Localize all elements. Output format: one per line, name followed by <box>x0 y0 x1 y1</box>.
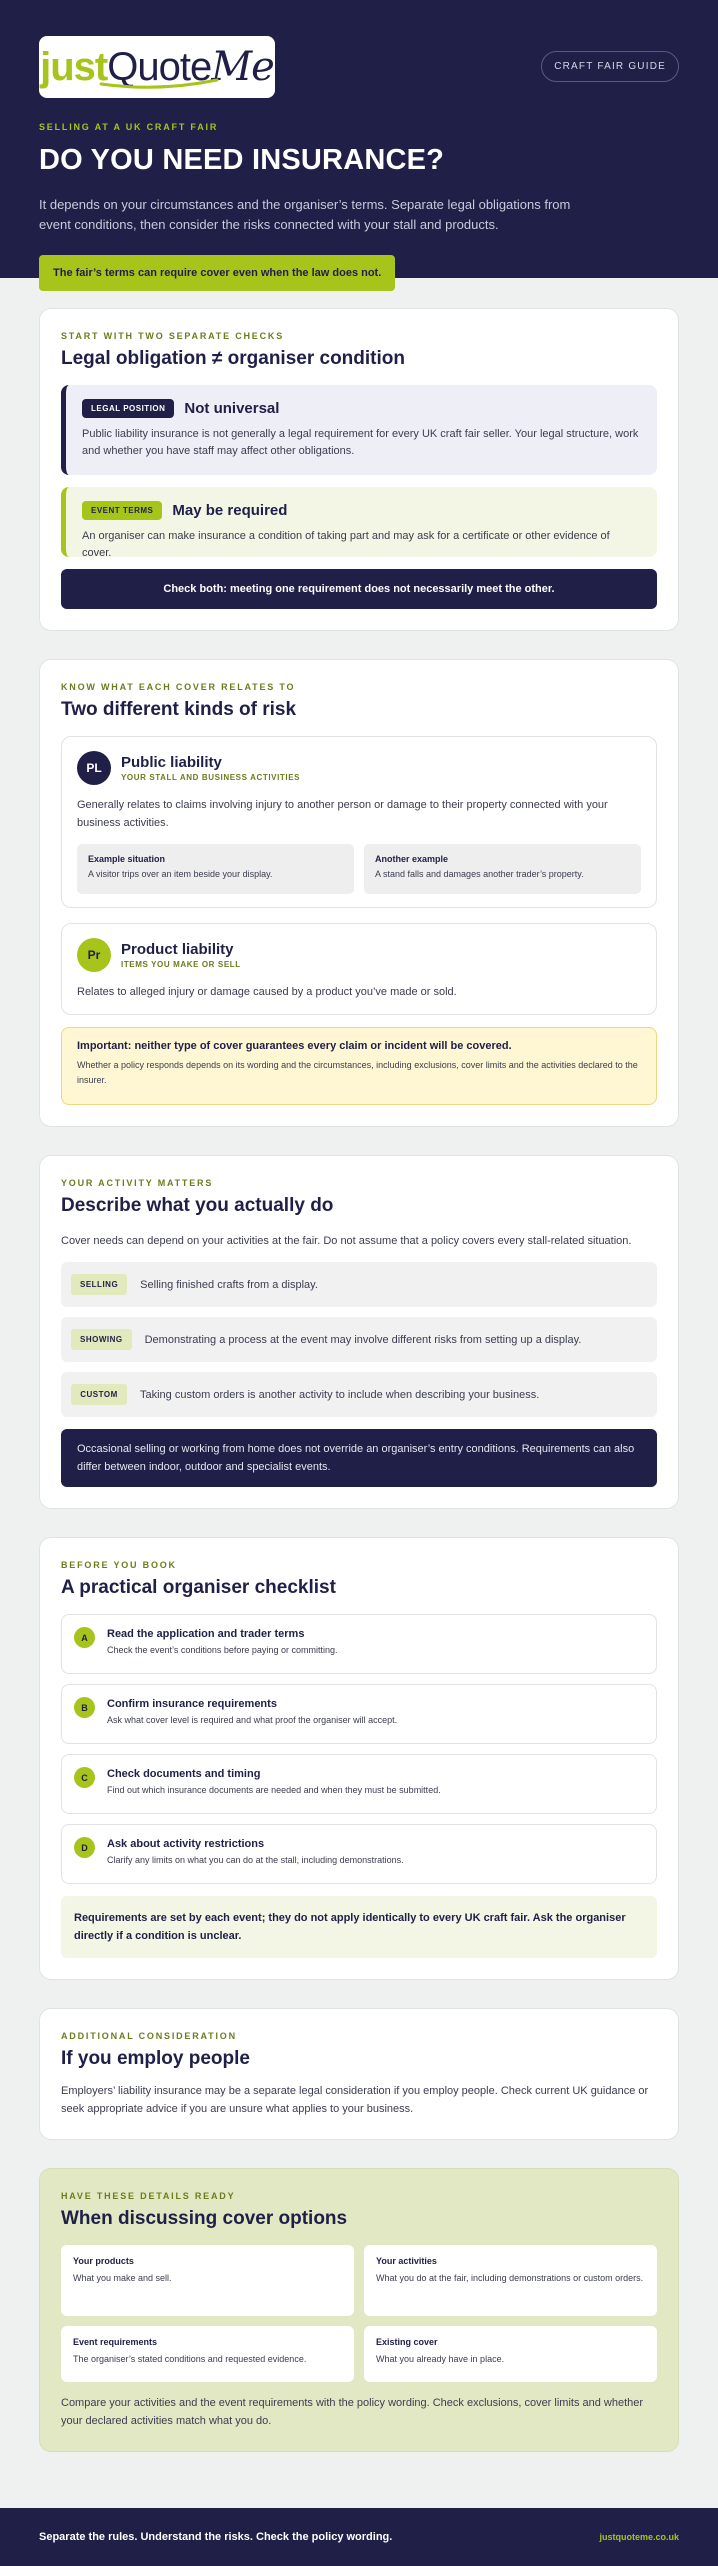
event-terms-tag: EVENT TERMS <box>82 501 162 520</box>
checklist-item-text: Clarify any limits on what you can do at the stall, including demonstrations. <box>107 1855 404 1865</box>
risks-card <box>39 659 679 1127</box>
checklist-badge: C <box>74 1767 95 1788</box>
ready-title: When discussing cover options <box>61 2208 348 2229</box>
ready-eyebrow: HAVE THESE DETAILS READY <box>61 2191 236 2201</box>
checklist-badge: D <box>74 1837 95 1858</box>
cover-warning <box>61 1027 657 1105</box>
hero-eyebrow: SELLING AT A UK CRAFT FAIR <box>39 122 219 132</box>
logo-swoosh-icon <box>99 76 219 90</box>
product-liability-subtitle: ITEMS YOU MAKE OR SELL <box>121 960 241 969</box>
example-text: A stand falls and damages another trader’s property. <box>375 869 584 879</box>
activity-text: Taking custom orders is another activity to include when describing your business. <box>140 1388 540 1401</box>
checklist-list <box>61 1614 657 1884</box>
list-item <box>61 1614 657 1674</box>
hero-header <box>0 0 718 278</box>
public-liability-subtitle: YOUR STALL AND BUSINESS ACTIVITIES <box>121 773 301 782</box>
warning-text: Whether a policy responds depends on its wording and the circumstances, including exclusions, cover limits and the activities declared to the insurer. <box>77 1060 638 1085</box>
list-item <box>61 1684 657 1744</box>
ready-item <box>364 2326 657 2382</box>
checklist-item-title: Check documents and timing <box>107 1768 261 1780</box>
list-item <box>61 1754 657 1814</box>
risks-title: Two different kinds of risk <box>61 699 297 720</box>
hero-callout: The fair’s terms can require cover even when the law does not. <box>39 255 395 291</box>
ready-item-title: Your products <box>73 2256 134 2266</box>
legal-position-tag: LEGAL POSITION <box>82 399 174 418</box>
ready-item <box>61 2326 354 2382</box>
checklist-item-title: Read the application and trader terms <box>107 1628 305 1640</box>
activity-lead: Cover needs can depend on your activities at the fair. Do not assume that a policy covers every stall-related situation. <box>61 1235 632 1247</box>
activity-text: Demonstrating a process at the event may involve different risks from setting up a display. <box>144 1333 582 1346</box>
ready-item-title: Event requirements <box>73 2337 158 2347</box>
checklist-item-title: Ask about activity restrictions <box>107 1838 265 1850</box>
example-title: Another example <box>375 854 449 864</box>
employ-eyebrow: ADDITIONAL CONSIDERATION <box>61 2031 237 2041</box>
employ-card <box>39 2008 679 2140</box>
activity-chip: CUSTOM <box>71 1384 127 1405</box>
example-title: Example situation <box>88 854 166 864</box>
page-footer <box>0 2508 718 2566</box>
employ-title: If you employ people <box>61 2048 250 2069</box>
checklist-item-text: Find out which insurance documents are needed and when they must be submitted. <box>107 1785 441 1795</box>
logo-just: just <box>40 44 108 89</box>
public-liability-text: Generally relates to claims involving injury to another person or damage to their property connected with your business activities. <box>77 799 608 829</box>
logo[interactable] <box>39 36 275 98</box>
ready-item-text: What you do at the fair, including demonstrations or custom orders. <box>376 2273 644 2283</box>
list-item <box>61 1262 657 1307</box>
example-box <box>364 844 641 894</box>
legal-position-box <box>61 385 657 475</box>
event-terms-title: May be required <box>172 502 288 519</box>
public-liability-box <box>61 736 657 908</box>
list-item <box>61 1824 657 1884</box>
activity-text: Selling finished crafts from a display. <box>140 1278 318 1291</box>
warning-title: Important: neither type of cover guarantees every claim or incident will be covered. <box>77 1040 512 1052</box>
checklist-note: Requirements are set by each event; they do not apply identically to every UK craft fair. Ask the organiser directly if a condition is unclear. <box>61 1896 657 1958</box>
activity-eyebrow: YOUR ACTIVITY MATTERS <box>61 1178 214 1188</box>
public-liability-title: Public liability <box>121 754 222 771</box>
event-terms-text: An organiser can make insurance a condition of taking part and may ask for a certificate or other evidence of cover. <box>82 530 610 559</box>
ready-item-text: What you make and sell. <box>73 2273 172 2283</box>
ready-item-text: The organiser’s stated conditions and requested evidence. <box>73 2354 307 2364</box>
ready-item <box>61 2245 354 2316</box>
checklist-badge: B <box>74 1697 95 1718</box>
page-title: DO YOU NEED INSURANCE? <box>39 144 445 176</box>
checks-eyebrow: START WITH TWO SEPARATE CHECKS <box>61 331 284 341</box>
legal-position-title: Not universal <box>184 400 280 417</box>
activity-chip: SELLING <box>71 1274 127 1295</box>
list-item <box>61 1372 657 1417</box>
activity-note: Occasional selling or working from home does not override an organiser’s entry conditions. Requirements can also differ between indoor, outdoor and specialist events. <box>61 1429 657 1487</box>
checklist-title: A practical organiser checklist <box>61 1577 336 1598</box>
ready-item-title: Your activities <box>376 2256 437 2266</box>
checklist-eyebrow: BEFORE YOU BOOK <box>61 1560 177 1570</box>
check-both-note: Check both: meeting one requirement does not necessarily meet the other. <box>61 569 657 609</box>
product-liability-text: Relates to alleged injury or damage caused by a product you’ve made or sold. <box>77 986 457 998</box>
event-terms-box <box>61 487 657 557</box>
checklist-item-title: Confirm insurance requirements <box>107 1698 277 1710</box>
checklist-badge: A <box>74 1627 95 1648</box>
legal-position-text: Public liability insurance is not generally a legal requirement for every UK craft fair seller. Your legal structure, work and whether you have staff may affect other obligations. <box>82 428 639 457</box>
ready-item-title: Existing cover <box>376 2337 438 2347</box>
logo-quote: Quote <box>107 44 212 89</box>
checklist-item-text: Check the event’s conditions before paying or committing. <box>107 1645 338 1655</box>
checks-card <box>39 308 679 631</box>
employ-text: Employers’ liability insurance may be a separate legal consideration if you employ people. Check current UK guidance or seek appropriate advice if you are unsure what applies to your business. <box>61 2085 649 2115</box>
activity-title: Describe what you actually do <box>61 1195 334 1216</box>
checks-title: Legal obligation ≠ organiser condition <box>61 348 405 369</box>
public-liability-avatar: PL <box>77 751 111 785</box>
logo-me: Me <box>211 44 274 90</box>
ready-item-text: What you already have in place. <box>376 2354 505 2364</box>
footer-text: Separate the rules. Understand the risks. Check the policy wording. <box>39 2531 393 2543</box>
ready-card <box>39 2168 679 2452</box>
activity-card <box>39 1155 679 1509</box>
hero-lead: It depends on your circumstances and the organiser’s terms. Separate legal obligations from event conditions, then consider the risks connected with your stall and products. <box>39 197 571 232</box>
ready-item <box>364 2245 657 2316</box>
activity-chip: SHOWING <box>71 1329 132 1350</box>
craft-fair-guide-button[interactable]: CRAFT FAIR GUIDE <box>541 51 679 82</box>
footer-link[interactable]: justquoteme.co.uk <box>599 2532 679 2542</box>
checklist-item-text: Ask what cover level is required and what proof the organiser will accept. <box>107 1715 398 1725</box>
example-text: A visitor trips over an item beside your display. <box>88 869 273 879</box>
list-item <box>61 1317 657 1362</box>
checklist-card <box>39 1537 679 1980</box>
activity-list <box>61 1262 657 1417</box>
product-liability-title: Product liability <box>121 941 234 958</box>
risks-eyebrow: KNOW WHAT EACH COVER RELATES TO <box>61 682 296 692</box>
product-liability-avatar: Pr <box>77 938 111 972</box>
ready-foot: Compare your activities and the event requirements with the policy wording. Check exclusions, cover limits and whether your declared activities match what you do. <box>61 2397 644 2427</box>
example-box <box>77 844 354 894</box>
product-liability-box <box>61 923 657 1015</box>
main-content <box>0 278 718 2508</box>
